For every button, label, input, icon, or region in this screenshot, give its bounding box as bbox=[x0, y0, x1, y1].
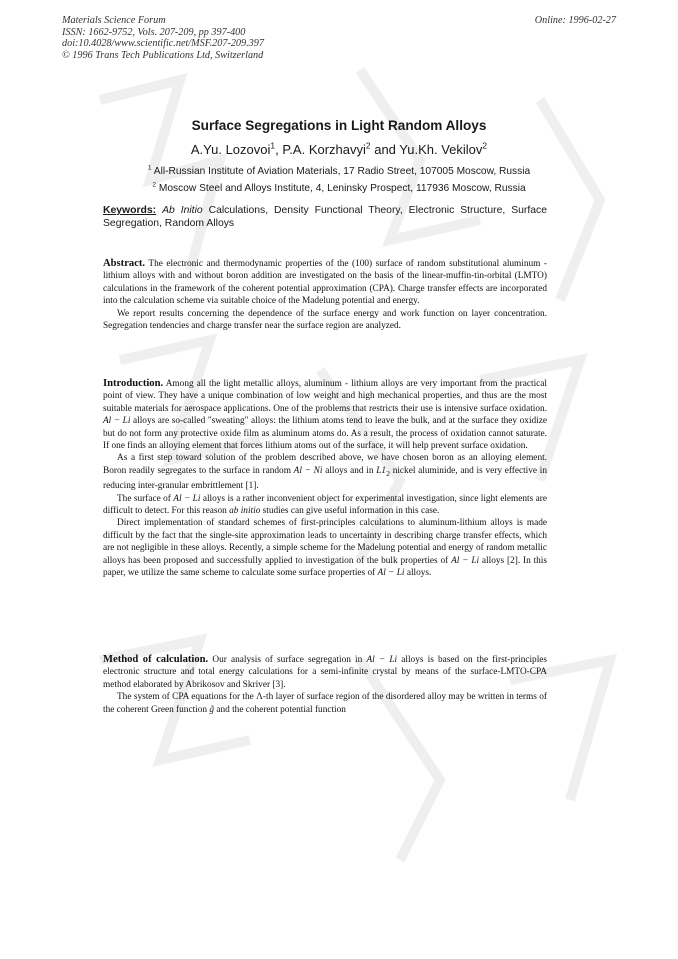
author-name: Yu.Kh. Vekilov bbox=[399, 142, 483, 157]
keywords-value: Calculations, Density Functional Theory, Electronic Structure, Surface Segregation, Random Alloys bbox=[103, 205, 547, 229]
introduction-section: Introduction. Among all the light metallic alloys, aluminum - lithium alloys are very important from the practical point of view. They have a unique combination of low weight and high mechanical properties, and thus are the most suitable materials for aerospace applications. One of the problems that restricts their use is intensive surface oxidation. Al − Li alloys are so-called "sweating" alloys: the lithium atoms tend to leave the bulk, and at the surface they oxidize but do not form any protective oxide film as aluminum atoms do. As a result, the process of oxidation cannot saturate. If one finds an alloying element that forces lithium atoms out of the surface, it will help prevent surface oxidation. As a first step toward solution of the problem described above, we have chosen boron as an alloying element. Boron readily segregates to the surface in random Al − Ni alloys and in $L1_2$ nickel aluminide, and is very effective in reducing inter-granular embrittlement [1]. The surface of Al − Li alloys is a rather inconvenient object for experimental investigation, since light elements are difficult to detect. For this reason ab initio studies can give useful information in this case. Direct implementation of standard schemes of first-principles calculations to aluminum-lithium alloys is made difficult by the fact that the single-site approximation leads to uncertainty in describing charge transfer effects, which are not negligible in these alloys. Recently, a simple scheme for the Madelung potential and energy of random metallic alloys has been proposed and successfully applied to investigation of the bulk properties of Al − Li alloys [2]. In this paper, we utilize the same scheme to calculate some surface properties of Al − Li alloys. bbox=[103, 378, 548, 578]
author-affiliation-mark: 2 bbox=[365, 140, 371, 151]
affiliation: $^1$ All-Russian Institute of Aviation Materials, 17 Radio Street, 107005 Moscow, Russia bbox=[147, 164, 531, 177]
author-name: A.Yu. Lozovoi bbox=[190, 142, 271, 157]
author-name: P.A. Korzhavyi bbox=[282, 142, 366, 157]
affiliation: $^2$ Moscow Steel and Alloys Institute, 4, Leninsky Prospect, 117936 Moscow, Russia bbox=[152, 181, 526, 194]
section-heading: Method of calculation. bbox=[103, 654, 209, 665]
section-heading: Abstract. bbox=[103, 258, 146, 269]
keywords: Keywords: Ab Initio Calculations, Density Functional Theory, Electronic Structure, Surface Segregation, Random Alloys bbox=[103, 205, 547, 229]
author-affiliation-mark: 1 bbox=[270, 140, 276, 151]
issn-line: ISSN: 1662-9752, Vols. 207-209, pp 397-400 bbox=[62, 26, 246, 38]
author-affiliation-mark: 2 bbox=[482, 140, 488, 151]
section-heading: Introduction. bbox=[103, 378, 164, 389]
online-date: Online: 1996-02-27 bbox=[534, 15, 616, 26]
method-section: Method of calculation. Our analysis of surface segregation in Al − Li alloys is based on the first-principles electronic structure and total energy calculations for a semi-infinite crystal by means of the surface-LMTO-CPA method elaborated by Abrikosov and Skriver [3]. The system of CPA equations for the Λ-th layer of surface region of the disordered alloy may be written in terms of the coherent Green function g̃ and the coherent potential function bbox=[103, 654, 548, 715]
paper-title: Surface Segregations in Light Random Alloys bbox=[191, 118, 487, 133]
doi-link[interactable]: doi:10.4028/www.scientific.net/MSF.207-209.397 bbox=[62, 38, 264, 49]
author-list: A.Yu. Lozovoi$^1$, P.A. Korzhavyi$^2$ and Yu.Kh. Vekilov$^2$ bbox=[190, 140, 488, 157]
copyright-line: © 1996 Trans Tech Publications Ltd, Switzerland bbox=[62, 49, 264, 61]
abstract-section: Abstract. The electronic and thermodynamic properties of the (100) surface of random substitutional aluminum - lithium alloys with and without boron addition are investigated on the basis of the linear-muffin-tin-orbital (LMTO) calculations in the framework of the coherent potential approximation (CPA). Charge transfer effects are incorporated into the calculation scheme via suitable choice of the Madelung potential and energy. We report results concerning the dependence of the surface energy and work function on layer concentration. Segregation tendencies and charge transfer near the surface region are analyzed. bbox=[103, 258, 547, 332]
keywords-label: Keywords: bbox=[103, 205, 157, 216]
citation-header bbox=[62, 15, 264, 61]
journal-name: Materials Science Forum bbox=[62, 15, 166, 26]
